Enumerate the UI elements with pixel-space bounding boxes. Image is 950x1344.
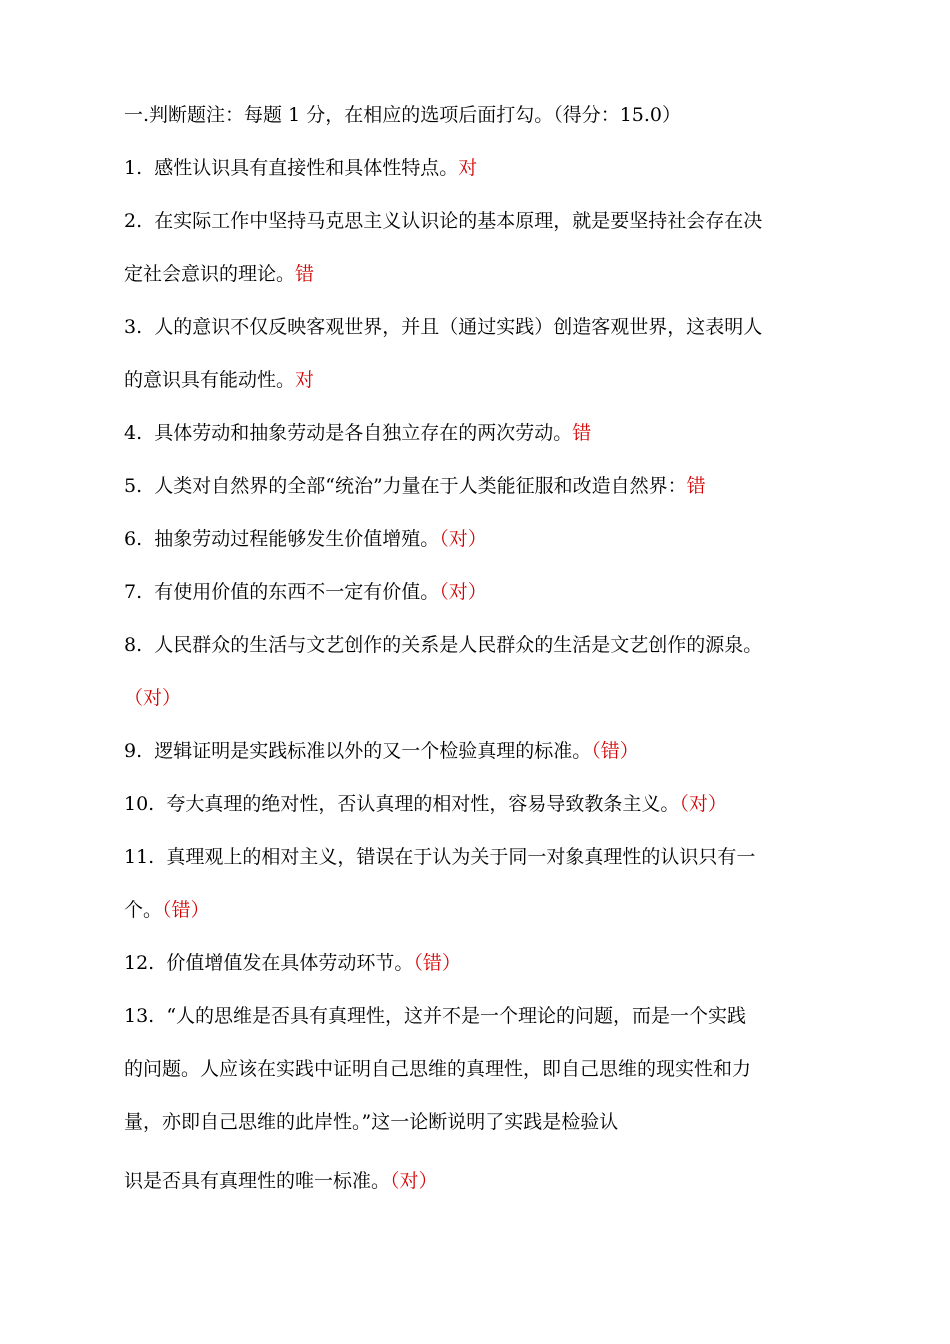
question-1 xyxy=(124,155,477,181)
question-number: 5. xyxy=(124,475,143,497)
answer-mark: （对） xyxy=(439,528,487,550)
question-text: 人民群众的生活与文艺创作的关系是人民群众的生活是文艺创作的源泉。 xyxy=(154,634,763,656)
question-2 xyxy=(124,208,762,234)
question-4 xyxy=(124,420,591,446)
question-text: 抽象劳动过程能够发生价值增殖。 xyxy=(154,528,440,550)
question-8-cont xyxy=(124,685,181,711)
question-number: 13. xyxy=(124,1005,155,1027)
question-text-cont: 识是否具有真理性的唯一标准。 xyxy=(124,1170,391,1192)
question-11-cont xyxy=(124,897,210,923)
question-13 xyxy=(124,1003,746,1029)
question-text: 夸大真理的绝对性，否认真理的相对性，容易导致教条主义。 xyxy=(166,793,680,815)
question-text: 有使用价值的东西不一定有价值。 xyxy=(154,581,440,603)
question-2-cont xyxy=(124,261,314,287)
question-6 xyxy=(124,526,487,552)
answer-mark: （对） xyxy=(439,581,487,603)
question-text: 感性认识具有直接性和具体性特点。 xyxy=(154,157,459,179)
question-13-cont-1 xyxy=(124,1056,751,1082)
question-text: 人类对自然界的全部“统治”力量在于人类能征服和改造自然界： xyxy=(154,475,687,497)
question-13-cont-2 xyxy=(124,1109,618,1135)
question-7 xyxy=(124,579,487,605)
answer-mark: 错 xyxy=(686,475,706,497)
question-text-cont: 个。 xyxy=(124,899,163,921)
question-text-cont: 量，亦即自己思维的此岸性。”这一论断说明了实践是检验认 xyxy=(124,1111,619,1133)
question-text: “人的思维是否具有真理性，这并不是一个理论的问题，而是一个实践 xyxy=(166,1005,747,1027)
question-text: 人的意识不仅反映客观世界，并且（通过实践）创造客观世界，这表明人 xyxy=(154,316,763,338)
question-text-cont: 的意识具有能动性。 xyxy=(124,369,296,391)
question-text: 在实际工作中坚持马克思主义认识论的基本原理，就是要坚持社会存在决 xyxy=(154,210,763,232)
question-number: 12. xyxy=(124,952,155,974)
question-3-cont xyxy=(124,367,314,393)
question-10 xyxy=(124,791,727,817)
answer-mark: （对） xyxy=(679,793,727,815)
question-text: 逻辑证明是实践标准以外的又一个检验真理的标准。 xyxy=(154,740,592,762)
question-number: 9. xyxy=(124,740,143,762)
question-3 xyxy=(124,314,762,340)
answer-mark: 对 xyxy=(295,369,315,391)
question-12 xyxy=(124,950,461,976)
question-text: 价值增值发在具体劳动环节。 xyxy=(166,952,414,974)
section-header: 一.判断题注：每题 1 分，在相应的选项后面打勾。（得分：15.0） xyxy=(124,104,682,126)
question-number: 10. xyxy=(124,793,155,815)
answer-mark: （错） xyxy=(413,952,461,974)
answer-mark: （错） xyxy=(162,899,210,921)
answer-mark: 错 xyxy=(572,422,592,444)
question-9 xyxy=(124,738,639,764)
question-11 xyxy=(124,844,755,870)
question-13-cont-3 xyxy=(124,1168,438,1194)
answer-mark: 错 xyxy=(295,263,315,285)
question-text-cont: 定社会意识的理论。 xyxy=(124,263,296,285)
question-number: 4. xyxy=(124,422,143,444)
question-number: 8. xyxy=(124,634,143,656)
answer-mark: （对） xyxy=(390,1170,438,1192)
answer-mark: （错） xyxy=(591,740,639,762)
question-text: 具体劳动和抽象劳动是各自独立存在的两次劳动。 xyxy=(154,422,573,444)
question-number: 11. xyxy=(124,846,155,868)
question-text-cont: 的问题。人应该在实践中证明自己思维的真理性，即自己思维的现实性和力 xyxy=(124,1058,752,1080)
question-number: 2. xyxy=(124,210,143,232)
answer-mark: 对 xyxy=(458,157,478,179)
question-number: 6. xyxy=(124,528,143,550)
question-number: 1. xyxy=(124,157,143,179)
question-5 xyxy=(124,473,706,499)
question-number: 7. xyxy=(124,581,143,603)
question-number: 3. xyxy=(124,316,143,338)
answer-mark: （对） xyxy=(124,687,182,709)
question-8 xyxy=(124,632,762,658)
question-text: 真理观上的相对主义，错误在于认为关于同一对象真理性的认识只有一 xyxy=(166,846,756,868)
